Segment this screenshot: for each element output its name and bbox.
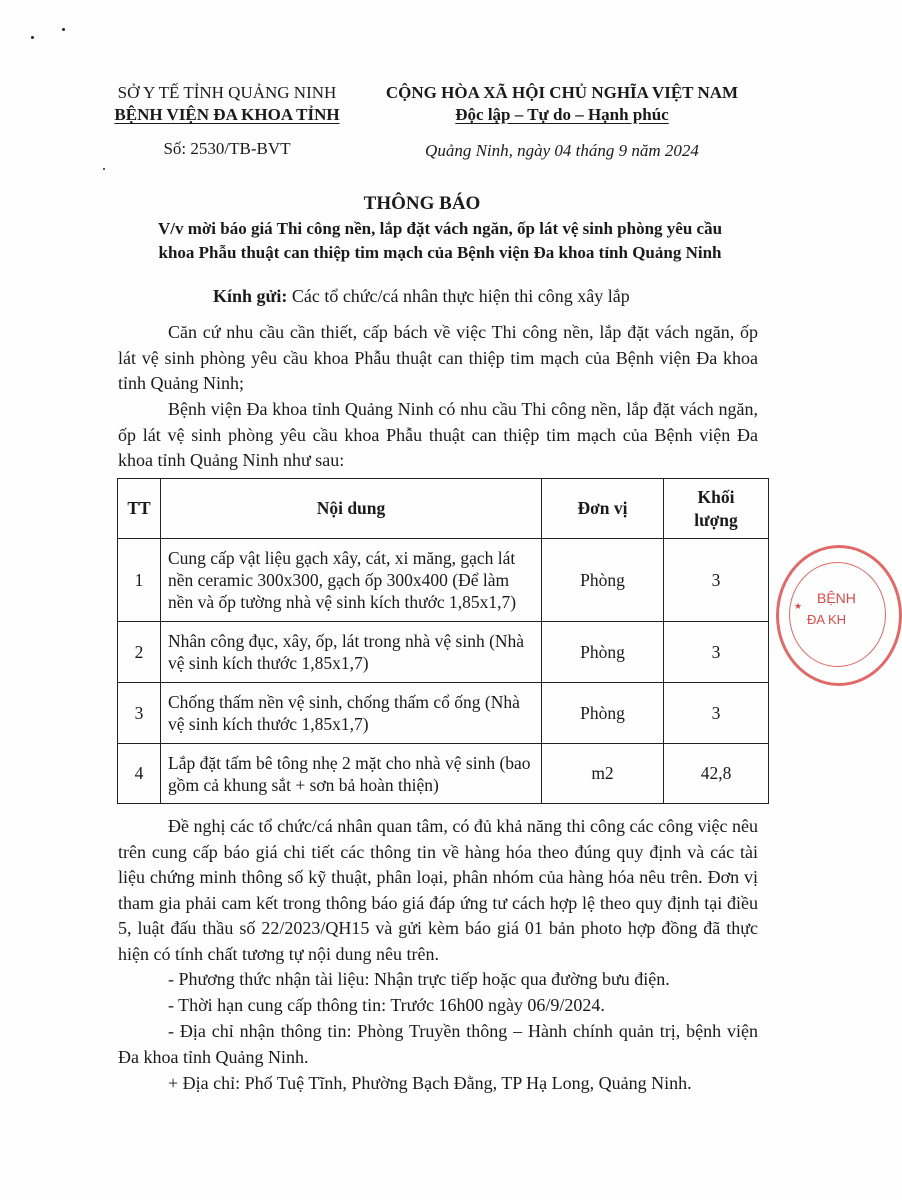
table-row xyxy=(118,539,769,622)
row-quantity: 3 xyxy=(664,683,769,744)
row-content: Cung cấp vật liệu gạch xây, cát, xi măng, gạch lát nền ceramic 300x300, gạch ốp 300x400 (Để làm nền và ốp tường nhà vệ sinh kích thước 1,85x1,7) xyxy=(161,539,542,622)
row-content: Nhân công đục, xây, ốp, lát trong nhà vệ sinh (Nhà vệ sinh kích thước 1,85x1,7) xyxy=(161,622,542,683)
seal-text: ĐA KH xyxy=(807,612,847,627)
row-content: Chống thấm nền vệ sinh, chống thấm cổ ống (Nhà vệ sinh kích thước 1,85x1,7) xyxy=(161,683,542,744)
table-row xyxy=(118,744,769,804)
recipient xyxy=(213,286,630,307)
country-name: CỘNG HÒA XÃ HỘI CHỦ NGHĨA VIỆT NAM xyxy=(385,83,739,102)
header-unit: Đơn vị xyxy=(542,479,664,539)
hospital-name-text: BỆNH VIỆN ĐA KHOA TỈNH xyxy=(114,105,340,124)
subject-line-2: khoa Phẫu thuật can thiệp tim mạch của Bệnh viện Đa khoa tỉnh Quảng Ninh xyxy=(158,243,722,262)
table-row xyxy=(118,622,769,683)
row-unit: Phòng xyxy=(542,622,664,683)
official-seal xyxy=(776,545,902,686)
national-motto xyxy=(362,104,762,126)
hospital-name xyxy=(92,104,362,126)
header-content: Nội dung xyxy=(161,479,542,539)
seal-text: BỆNH xyxy=(817,590,856,606)
paragraph-need: Bệnh viện Đa khoa tỉnh Quảng Ninh có nhu cầu Thi công nền, lắp đặt vách ngăn, ốp lát vệ sinh phòng yêu cầu khoa Phẫu thuật can thiệp tim mạch của Bệnh viện Đa khoa tỉnh Quảng Ninh như sau: xyxy=(118,399,758,470)
row-tt: 4 xyxy=(118,744,161,804)
receiving-office: - Địa chỉ nhận thông tin: Phòng Truyền thông – Hành chính quản trị, bệnh viện Đa khoa tỉnh Quảng Ninh. xyxy=(118,1021,758,1067)
row-content: Lắp đặt tấm bê tông nhẹ 2 mặt cho nhà vệ sinh (bao gồm cả khung sắt + sơn bả hoàn thiện) xyxy=(161,744,542,804)
header-quantity-line1: Khối xyxy=(697,486,735,507)
row-quantity: 3 xyxy=(664,539,769,622)
agency-name: SỞ Y TẾ TỈNH QUẢNG NINH xyxy=(117,83,337,102)
header-tt: TT xyxy=(118,479,161,539)
work-items-table xyxy=(117,478,769,804)
scan-dot xyxy=(103,168,105,170)
seal-star-icon: ★ xyxy=(794,601,803,611)
scan-dot xyxy=(31,36,34,39)
table-row xyxy=(118,683,769,744)
document-number: Số: 2530/TB-BVT xyxy=(163,139,291,158)
place-date: Quảng Ninh, ngày 04 tháng 9 năm 2024 xyxy=(425,141,699,160)
document-title: THÔNG BÁO xyxy=(363,193,481,214)
header-quantity xyxy=(664,479,769,539)
national-motto-text: Độc lập – Tự do – Hạnh phúc xyxy=(455,105,669,124)
recipient-text: Các tổ chức/cá nhân thực hiện thi công xây lắp xyxy=(287,286,630,306)
paragraph-basis: Căn cứ nhu cầu cần thiết, cấp bách về việc Thi công nền, lắp đặt vách ngăn, ốp lát vệ sinh phòng yêu cầu khoa Phẫu thuật can thiệp tim mạch của Bệnh viện Đa khoa tỉnh Quảng Ninh; xyxy=(118,322,758,393)
deadline: - Thời hạn cung cấp thông tin: Trước 16h00 ngày 06/9/2024. xyxy=(168,995,605,1015)
row-unit: m2 xyxy=(542,744,664,804)
paragraph-request: Đề nghị các tổ chức/cá nhân quan tâm, có đủ khả năng thi công các công việc nêu trên cung cấp báo giá chi tiết các thông tin về hàng hóa theo đúng quy định và các tài liệu chứng minh thông số kỹ thuật, phân loại, phân nhóm của hàng hóa nêu trên. Đơn vị tham gia phải cam kết trong thông báo giá đáp ứng tư cách hợp lệ theo quy định tại điều 5, luật đấu thầu số 22/2023/QH15 và gửi kèm báo giá 01 bản photo hợp đồng đã thực hiện có tính chất tương tự nội dung nêu trên. xyxy=(118,816,758,964)
row-tt: 1 xyxy=(118,539,161,622)
row-unit: Phòng xyxy=(542,683,664,744)
receiving-method: - Phương thức nhận tài liệu: Nhận trực tiếp hoặc qua đường bưu điện. xyxy=(168,969,670,989)
row-tt: 2 xyxy=(118,622,161,683)
row-quantity: 42,8 xyxy=(664,744,769,804)
scan-dot xyxy=(62,28,65,31)
table-header-row xyxy=(118,479,769,539)
row-tt: 3 xyxy=(118,683,161,744)
subject-line-1: V/v mời báo giá Thi công nền, lắp đặt vách ngăn, ốp lát vệ sinh phòng yêu cầu xyxy=(157,219,723,238)
row-quantity: 3 xyxy=(664,622,769,683)
recipient-label: Kính gửi: xyxy=(213,286,288,306)
document-subject xyxy=(110,217,770,265)
row-unit: Phòng xyxy=(542,539,664,622)
address: + Địa chỉ: Phố Tuệ Tĩnh, Phường Bạch Đằng, TP Hạ Long, Quảng Ninh. xyxy=(168,1073,692,1093)
header-quantity-line2: lượng xyxy=(694,509,738,530)
